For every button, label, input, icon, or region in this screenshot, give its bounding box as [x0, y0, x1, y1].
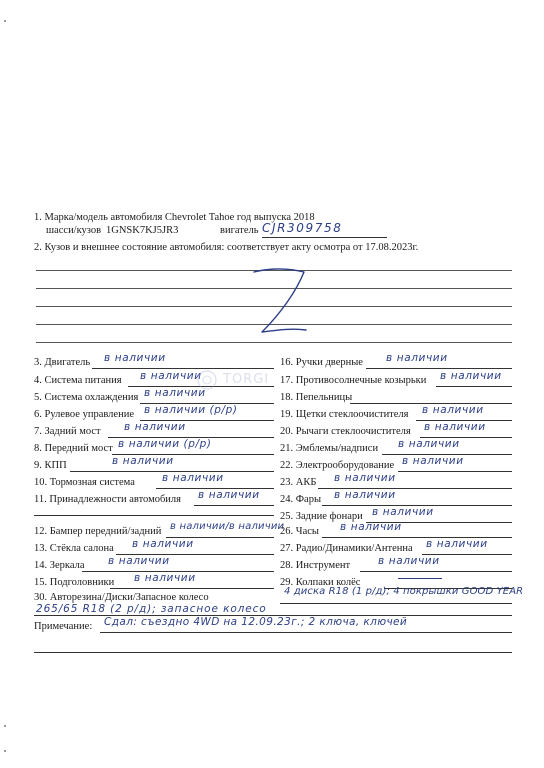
item-26-value: в наличии — [340, 521, 402, 533]
chassis-label: шасси/кузов — [46, 225, 102, 236]
item-23-value: в наличии — [334, 472, 396, 484]
item-22-label: 22. Электрооборудование — [280, 460, 395, 471]
item-17-label: 17. Противосолнечные козырьки — [280, 375, 427, 386]
item-30-value-line-2: 265/65 R18 (2 р/д); запасное колесо — [36, 603, 267, 615]
item-21-value: в наличии — [398, 438, 460, 450]
item-8-value: в наличии (р/р) — [118, 438, 212, 450]
item-3-label: 3. Двигатель — [34, 357, 91, 368]
item-24-value: в наличии — [334, 489, 396, 501]
item-4-value: в наличии — [140, 370, 202, 382]
chassis-value: 1GNSK7KJ5JR3 — [106, 225, 179, 236]
item-9-value: в наличии — [112, 455, 174, 467]
item-28-line — [360, 571, 512, 572]
item-22-line — [398, 471, 512, 472]
item-29-label: 29. Колпаки колёс — [280, 577, 361, 588]
item-9-label: 9. КПП — [34, 460, 67, 471]
item-12-value: в наличии/в наличии — [170, 521, 285, 532]
body-line-5 — [36, 342, 512, 343]
item-14-label: 14. Зеркала — [34, 560, 85, 571]
item-27-label: 27. Радио/Динамики/Антенна — [280, 543, 413, 554]
item-15-line — [110, 588, 274, 589]
item-15-value: в наличии — [134, 572, 196, 584]
scan-speck — [4, 750, 6, 752]
scan-speck — [4, 20, 6, 22]
item-20-value: в наличии — [424, 421, 486, 433]
item-6-value: в наличии (р/р) — [144, 404, 238, 416]
notes-line-1 — [100, 632, 512, 633]
item-15-label: 15. Подголовники — [34, 577, 115, 588]
item-5-label: 5. Система охлаждения — [34, 392, 139, 403]
watermark-logo-icon — [195, 367, 345, 393]
item-19-value: в наличии — [422, 404, 484, 416]
item-7-value: в наличии — [124, 421, 186, 433]
item-13-value: в наличии — [132, 538, 194, 550]
item-26-label: 26. Часы — [280, 526, 319, 537]
item-8-label: 8. Передний мост — [34, 443, 113, 454]
engine-underline — [262, 237, 387, 238]
item-22-value: в наличии — [402, 455, 464, 467]
item-10-value: в наличии — [162, 472, 224, 484]
item-30-label: 30. Авторезина/Диски/Запасное колесо — [34, 592, 209, 603]
item-3-value: в наличии — [104, 352, 166, 364]
scan-speck — [4, 725, 6, 727]
item-17-line — [436, 386, 512, 387]
item-30-line-1 — [280, 603, 512, 604]
item-16-label: 16. Ручки дверные — [280, 357, 363, 368]
item-28-value: в наличии — [378, 555, 440, 567]
item-11-value: в наличии — [198, 489, 260, 501]
item-11-line — [194, 505, 274, 506]
engine-label: вигатель — [220, 225, 259, 236]
item-11-line-2 — [34, 515, 274, 516]
item-2-body-state: 2. Кузов и внешнее состояние автомобиля: соответствует акту осмотра от 17.08.2023г. — [34, 242, 419, 253]
item-19-label: 19. Щетки стеклоочистителя — [280, 409, 409, 420]
item-25-value: в наличии — [372, 506, 434, 518]
item-7-label: 7. Задний мост — [34, 426, 101, 437]
notes-label: Примечание: — [34, 621, 93, 632]
item-16-value: в наличии — [386, 352, 448, 364]
item-11-label: 11. Принадлежности автомобиля — [34, 494, 181, 505]
item-24-label: 24. Фары — [280, 494, 322, 505]
item-27-value: в наличии — [426, 538, 488, 550]
item-25-label: 25. Задние фонари — [280, 511, 363, 522]
item-5-value: в наличии — [144, 387, 206, 399]
item-29-dash — [398, 578, 442, 579]
item-20-label: 20. Рычаги стеклоочистителя — [280, 426, 411, 437]
notes-line-2 — [34, 652, 512, 653]
item-21-label: 21. Эмблемы/надписи — [280, 443, 379, 454]
notes-value: Сдал: съездно 4WD на 12.09.23г.; 2 ключа, ключей — [104, 616, 408, 628]
item-18-label: 18. Пепельницы — [280, 392, 353, 403]
torgi-watermark — [195, 367, 345, 398]
engine-value: CJR309758 — [262, 221, 343, 235]
item-30-value-line-1: 4 диска R18 (1 р/д); 4 покрышки GOOD YEAR — [284, 586, 524, 597]
item-23-label: 23. АКБ — [280, 477, 317, 488]
item-16-line — [366, 368, 512, 369]
item-12-label: 12. Бампер передний/задний — [34, 526, 162, 537]
item-6-label: 6. Рулевое управление — [34, 409, 134, 420]
item-1-make-model: 1. Марка/модель автомобиля Chevrolet Tahoe год выпуска 2018 — [34, 212, 315, 223]
z-strike-mark — [250, 262, 310, 342]
item-13-label: 13. Стёкла салона — [34, 543, 114, 554]
item-17-value: в наличии — [440, 370, 502, 382]
item-14-value: в наличии — [108, 555, 170, 567]
item-10-label: 10. Тормозная система — [34, 477, 135, 488]
item-4-label: 4. Система питания — [34, 375, 122, 386]
item-28-label: 28. Инструмент — [280, 560, 351, 571]
watermark-text: TORGI — [223, 372, 270, 387]
